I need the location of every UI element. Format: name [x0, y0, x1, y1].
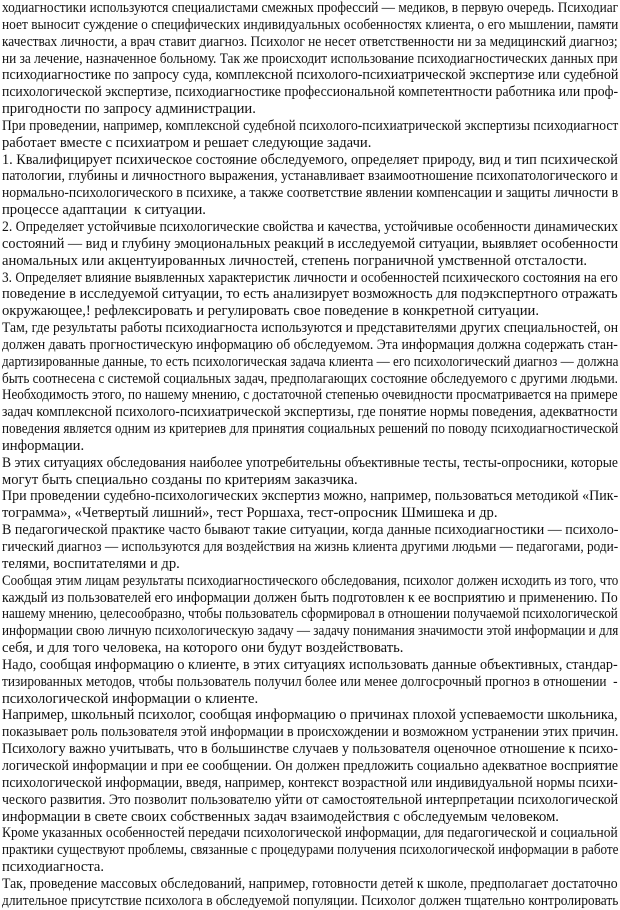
- text-line: каждый из пользователей его информации должен быть подготовлен к ее восприятию и применению. По: [2, 589, 618, 606]
- text-line: аномальных или акцентуированных личностей, степень пограничной умственной отсталости.: [2, 252, 588, 269]
- text-line: логической информации и при ее сообщении. Он должен предложить социально адекватное восприятие: [2, 757, 619, 774]
- text-line: психодиагноста.: [2, 859, 105, 876]
- text-line: себя, и для того человека, на которого они будут воздействовать.: [2, 640, 404, 657]
- text-line: 2. Определяет устойчивые психологические свойства и качества, устойчивые особенности динамических: [2, 218, 618, 235]
- text-line: задач комплексной психолого-психиатрической экспертизы, где понятие нормы поведения, адекватности: [2, 404, 618, 421]
- text-line: патологии, глубины и личностного выражения, устанавливает взаимоотношение психопатологического и: [2, 168, 618, 185]
- text-line: тизированных методов, чтобы пользователь получил более или менее долгосрочный прогноз в отношении -: [2, 673, 618, 690]
- text-line: работает вместе с психиатром и решает следующие задачи.: [2, 134, 372, 151]
- text-line: процессе адаптации к ситуации.: [2, 202, 206, 219]
- text-line: Надо, сообщая информацию о клиенте, в этих ситуациях использовать данные объективных, стандар-: [2, 656, 618, 673]
- text-line: практики существуют проблемы, связанные с процедурами получения психологической информации в работе: [2, 842, 619, 859]
- text-line: ческого развития. Это позволит пользователю уйти от самостоятельной интерпретации психологической: [2, 791, 619, 808]
- text-line: 3. Определяет влияние выявленных характеристик личности и особенностей психического состояния на его: [2, 269, 618, 286]
- text-line: нормально-психологического в психике, а также соответствие явлении компенсации и защиты личности в: [2, 185, 619, 202]
- text-line: ходиагностики используются специалистами смежных профессий — медиков, в первую очередь. Психодиаг: [2, 0, 619, 16]
- text-line: дартизированные данные, то есть психологическая задача клиента — его психологический диагноз — должна: [2, 353, 619, 370]
- text-line: При проведении судебно-психологических экспертиз можно, например, пользоваться методикой «Пик-: [2, 488, 619, 505]
- text-line: психологической экспертизе, психодиагностике профессиональной компетентности работника или проф-: [2, 84, 619, 101]
- text-line: поведения является одним из критериев для принятия социальных решений по поводу психодиагностической: [2, 421, 619, 438]
- text-line: ноет выносит суждение о специфических индивидуальных особенностях клиента, о его мышлении, памяти: [2, 16, 619, 33]
- text-line: показывает роль пользователя этой информации в происхождении и возможном устранении этих причин.: [2, 724, 619, 741]
- text-line: пригодности по запросу администрации.: [2, 101, 256, 118]
- text-line: ни за лечение, назначенное больному. Так же происходит использование психодиагностических данных при: [2, 50, 618, 67]
- text-line: 1. Квалифицирует психическое состояние обследуемого, определяет природу, вид и тип психической: [2, 151, 618, 168]
- text-line: Там, где результаты работы психодиагноста используются и представителями других специальностей, он: [2, 320, 619, 337]
- text-line: В этих ситуациях обследования наиболее употребительны объективные тесты, тесты-опросники, которые: [2, 454, 618, 471]
- text-line: качествах личности, а врач ставит диагноз. Психолог не несет ответственности ни за медицинский диагноз;: [2, 33, 618, 50]
- text-line: быть соотнесена с системой социальных задач, предполагающих состояние обследуемого с другими людьми.: [2, 370, 618, 387]
- text-line: Так, проведение массовых обследований, например, готовности детей к школе, предполагает достаточно: [2, 875, 618, 892]
- text-line: психодиагностике по запросу суда, комплексной психолого-психиатрической экспертизе или судебной: [2, 67, 619, 84]
- text-line: телями, воспитателями и др.: [2, 555, 180, 572]
- text-line: могут быть специально созданы по критериям заказчика.: [2, 471, 358, 488]
- text-line: окружающее,! рефлексировать и регулировать свое поведение в конкретной ситуации.: [2, 303, 539, 320]
- text-line: нашему мнению, целесообразно, чтобы пользователь сформировал в отношении получаемой психологической: [2, 606, 618, 623]
- text-line: информации в свете своих собственных задач взаимодействия с обследуемым человеком.: [2, 808, 559, 825]
- text-line: тограмма», «Четвертый лишний», тест Роршаха, тест-опросник Шмишека и др.: [2, 505, 498, 522]
- text-line: информации свою личную психологическую задачу — задачу понимания значимости этой информации и для: [2, 623, 619, 640]
- text-line: психологической информации, введя, например, контекст возрастной или индивидуальной нормы психи-: [2, 774, 618, 791]
- text-line: Необходимость этого, по нашему мнению, с достаточной степенью очевидности просматривается на примере: [2, 387, 618, 404]
- text-line: длительное присутствие психолога в обследуемой популяции. Психолог должен тщательно контролировать: [2, 892, 619, 909]
- text-line: Например, школьный психолог, сообщая информацию о причинах плохой успеваемости школьника,: [2, 707, 618, 724]
- text-line: При проведении, например, комплексной судебной психолого-психиатрической экспертизы психодиагност: [2, 117, 619, 134]
- text-line: Сообщая этим лицам результаты психодиагностического обследования, психолог должен исходить из того, что: [2, 572, 619, 589]
- text-line: поведение в исследуемой ситуации, то есть анализирует возможность для подэкспертного отражать: [2, 286, 618, 303]
- text-line: состояний — вид и глубину эмоциональных реакций в исследуемой ситуации, выявляет особенности: [2, 235, 619, 252]
- text-line: В педагогической практике часто бывают такие ситуации, когда данные психодиагностики — психоло-: [2, 522, 619, 539]
- text-line: гический диагноз — используются для воздействия на жизнь клиента другими людьми — педагогами, роди-: [2, 539, 619, 555]
- text-line: информации.: [2, 437, 85, 454]
- text-line: психологической информации о клиенте.: [2, 690, 259, 707]
- text-line: Кроме указанных особенностей передачи психологической информации, для педагогической и социальной: [2, 825, 618, 842]
- document-page: [2, 0, 618, 910]
- text-line: должен давать прогностическую информацию об обследуемом. Эта информация должна содержать стан-: [2, 336, 618, 353]
- text-line: Психологу важно учитывать, что в большинстве случаев у пользователя оценочное отношение к психо-: [2, 741, 618, 758]
